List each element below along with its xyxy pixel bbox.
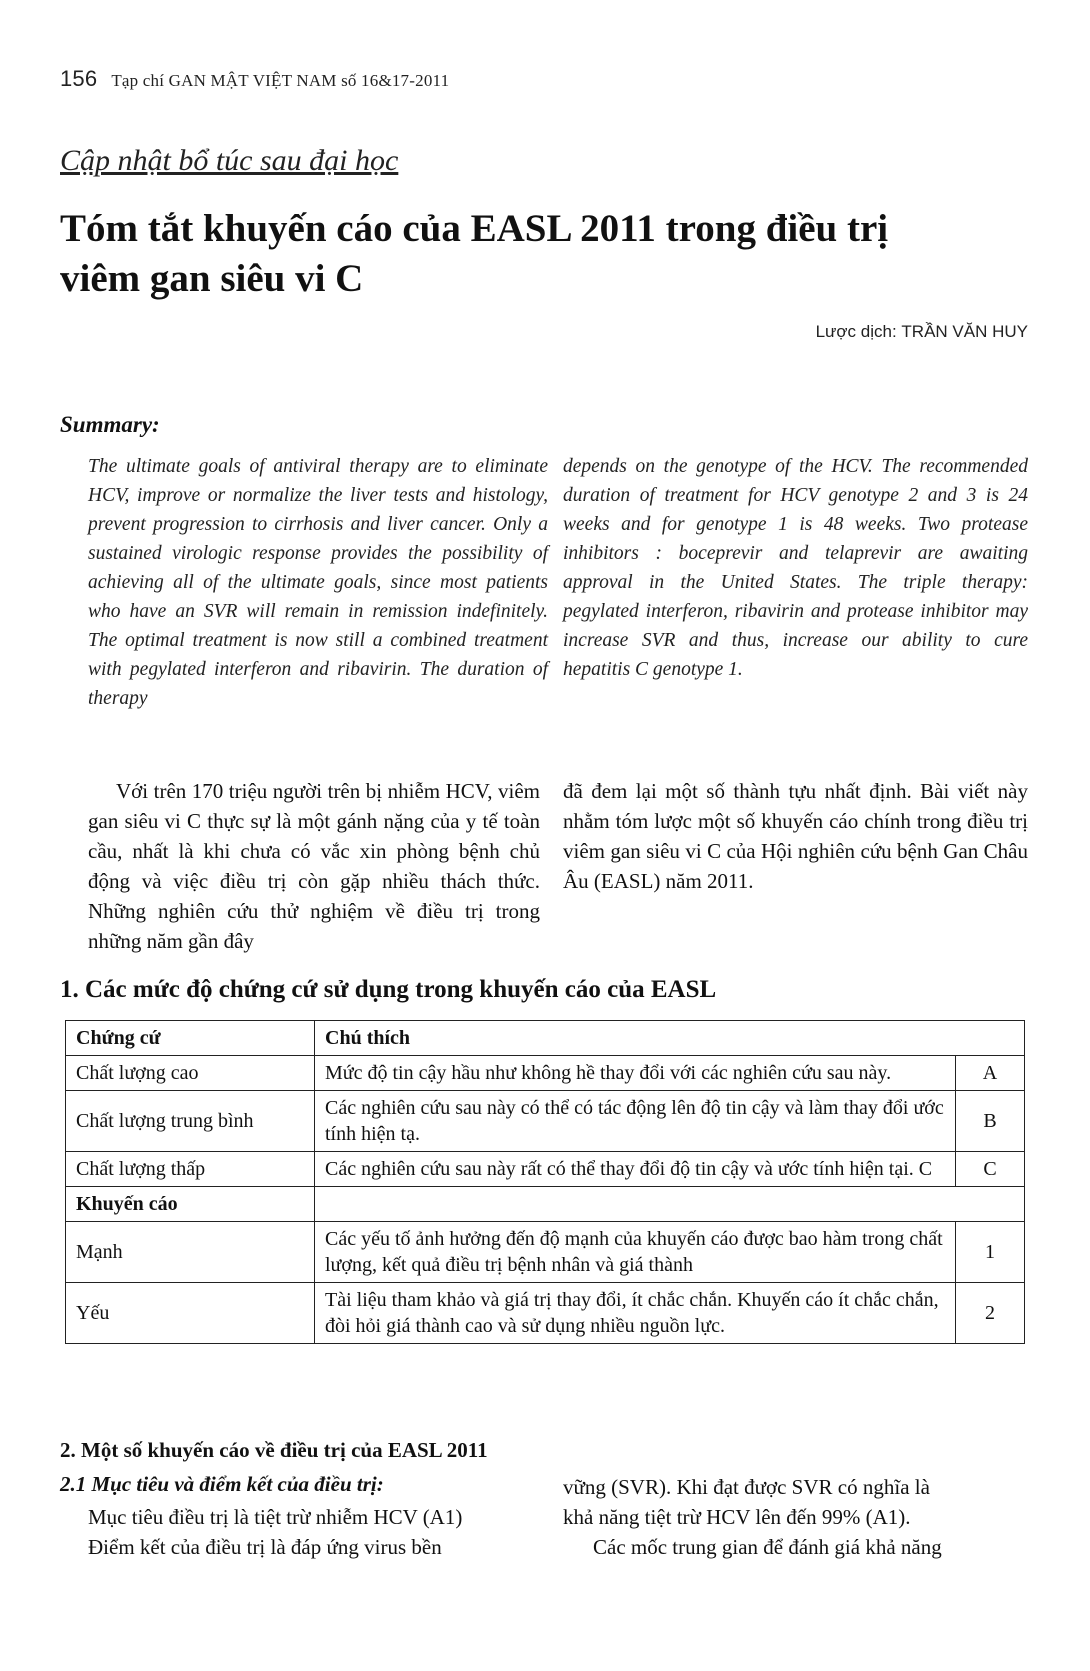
title-line-2: viêm gan siêu vi C xyxy=(60,257,364,300)
table-subheader-recommendation: Khuyến cáo xyxy=(66,1187,315,1222)
summary-heading: Summary: xyxy=(60,412,160,437)
row-grade: 1 xyxy=(956,1222,1025,1283)
table-header-note: Chú thích xyxy=(315,1021,1025,1056)
row-label: Chất lượng thấp xyxy=(66,1152,315,1187)
summary-text-left: The ultimate goals of antiviral therapy are to eliminate HCV, improve or normalize the liver tests and histology, prevent progression to cirrhosis and liver cancer. Only a sustained virologic response provides the possibility of achieving all of the ultimate goals, since most patients who have an SVR will remain in remission indefinitely. The optimal treatment is now still a combined treatment with pegylated interferon and ribavirin. The duration of therapy xyxy=(88,456,548,709)
section-1-heading: 1. Các mức độ chứng cứ sử dụng trong khuyến cáo của EASL xyxy=(60,976,717,1003)
section-2-left-line-1: Mục tiêu điều trị là tiệt trừ nhiễm HCV (A1) xyxy=(88,1505,463,1529)
page-number: 156 xyxy=(60,66,98,91)
table-subheader-empty xyxy=(315,1187,1025,1222)
row-label: Yếu xyxy=(66,1283,315,1344)
row-label: Mạnh xyxy=(66,1222,315,1283)
row-note: Mức độ tin cậy hầu như không hề thay đổi với các nghiên cứu sau này. xyxy=(315,1056,956,1091)
section-2-left-line-2: Điểm kết của điều trị là đáp ứng virus bền xyxy=(88,1535,442,1559)
section-2-right-line-2: khả năng tiệt trừ HCV lên đến 99% (A1). xyxy=(563,1505,911,1529)
table-subheader-row xyxy=(66,1187,1025,1222)
row-grade: C xyxy=(956,1152,1025,1187)
row-label: Chất lượng trung bình xyxy=(66,1091,315,1152)
row-grade: 2 xyxy=(956,1283,1025,1344)
translator-label: Lược dịch: xyxy=(815,322,897,341)
table-header-evidence: Chứng cứ xyxy=(66,1021,315,1056)
section-tag: Cập nhật bổ túc sau đại học xyxy=(60,144,399,177)
section-2-heading: 2. Một số khuyến cáo về điều trị của EASL 2011 xyxy=(60,1438,488,1462)
summary-text-right: depends on the genotype of the HCV. The recommended duration of treatment for HCV genotype 2 and 3 is 24 weeks and for genotype 1 is 48 weeks. Two protease inhibitors : boceprevir and telaprevir are awaiting approval in the United States. The triple therapy: pegylated interferon, ribavirin and protease inhibitor may increase SVR and thus, increase our ability to cure hepatitis C genotype 1. xyxy=(563,456,1028,680)
row-grade: B xyxy=(956,1091,1025,1152)
table-row xyxy=(66,1283,1025,1344)
row-note: Các yếu tố ảnh hưởng đến độ mạnh của khuyến cáo được bao hàm trong chất lượng, kết quả điều trị bệnh nhân và giá thành xyxy=(315,1222,956,1283)
journal-name: Tạp chí GAN MẬT VIỆT NAM số 16&17-2011 xyxy=(111,71,450,90)
table-row xyxy=(66,1091,1025,1152)
running-header xyxy=(60,66,449,92)
table-row xyxy=(66,1222,1025,1283)
article-title xyxy=(60,204,960,304)
title-line-1: Tóm tắt khuyến cáo của EASL 2011 trong điều trị xyxy=(60,207,889,250)
section-2-right-line-1: vững (SVR). Khi đạt được SVR có nghĩa là xyxy=(563,1475,930,1499)
translator-name: TRẦN VĂN HUY xyxy=(901,322,1028,341)
intro-text-right: đã đem lại một số thành tựu nhất định. Bài viết này nhằm tóm lược một số khuyến cáo chính trong điều trị viêm gan siêu vi C của Hội nghiên cứu bệnh Gan Châu Âu (EASL) năm 2011. xyxy=(563,779,1028,893)
section-2-1-heading: 2.1 Mục tiêu và điểm kết của điều trị: xyxy=(60,1472,384,1496)
row-note: Các nghiên cứu sau này rất có thể thay đổi độ tin cậy và ước tính hiện tại. C xyxy=(315,1152,956,1187)
section-2-right-line-3: Các mốc trung gian để đánh giá khả năng xyxy=(593,1535,942,1559)
translator-credit xyxy=(816,322,1028,342)
row-note: Tài liệu tham khảo và giá trị thay đổi, ít chắc chắn. Khuyến cáo ít chắc chắn, đòi hỏi giá thành cao và sử dụng nhiều nguồn lực. xyxy=(315,1283,956,1344)
row-label: Chất lượng cao xyxy=(66,1056,315,1091)
table-row xyxy=(66,1152,1025,1187)
table-header-row xyxy=(66,1021,1025,1056)
intro-text-left: Với trên 170 triệu người trên bị nhiễm HCV, viêm gan siêu vi C thực sự là một gánh nặng của y tế toàn cầu, nhất là khi chưa có vắc xin phòng bệnh chủ động và việc điều trị còn gặp nhiều thách thức. Những nghiên cứu thử nghiệm về điều trị trong những năm gần đây xyxy=(88,779,540,953)
table-row xyxy=(66,1056,1025,1091)
evidence-table xyxy=(65,1020,1025,1344)
row-note: Các nghiên cứu sau này có thể có tác động lên độ tin cậy và làm thay đổi ước tính hiện tạ. xyxy=(315,1091,956,1152)
row-grade: A xyxy=(956,1056,1025,1091)
